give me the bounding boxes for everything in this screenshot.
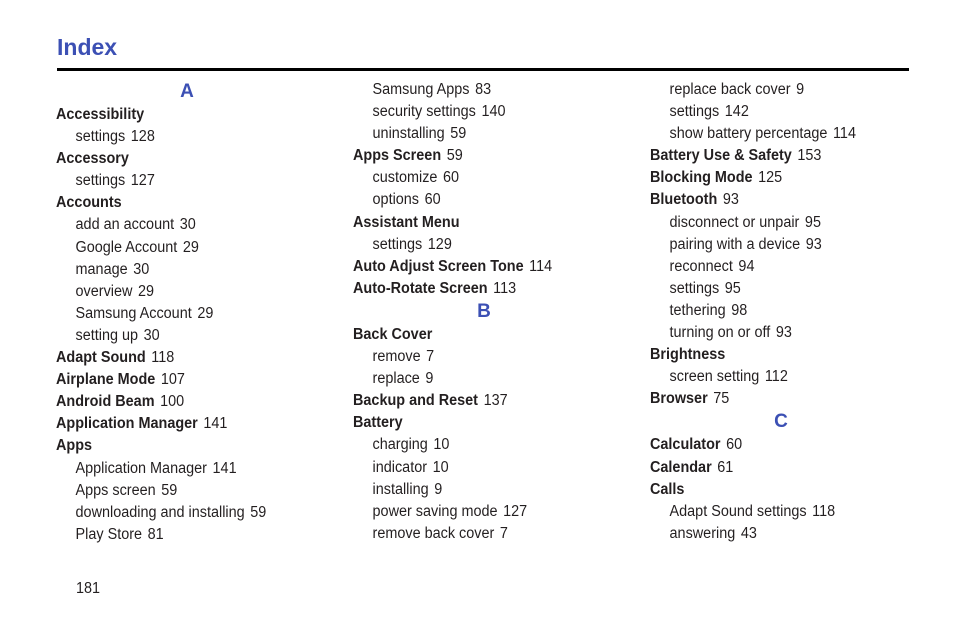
index-subentry xyxy=(650,79,901,101)
index-page-ref[interactable]: 114 xyxy=(832,125,856,143)
index-subentry xyxy=(56,237,307,259)
index-page-ref[interactable]: 98 xyxy=(731,301,748,319)
index-page-ref[interactable]: 118 xyxy=(151,349,175,367)
index-term: Assistant Menu xyxy=(353,213,460,231)
index-term: Accessory xyxy=(56,150,129,168)
index-term: Backup and Reset xyxy=(353,392,478,410)
index-term: reconnect xyxy=(669,257,733,275)
index-subentry xyxy=(353,189,604,211)
index-subentry xyxy=(353,434,604,456)
index-page-ref[interactable]: 30 xyxy=(143,326,160,344)
index-term: manage xyxy=(75,260,128,278)
index-page-ref[interactable]: 30 xyxy=(179,216,196,234)
index-page-ref[interactable]: 95 xyxy=(804,213,821,231)
index-subentry xyxy=(56,126,307,148)
index-page-ref[interactable]: 61 xyxy=(717,458,734,476)
index-entry xyxy=(353,278,604,300)
index-term: Accessibility xyxy=(56,106,145,123)
index-term: add an account xyxy=(75,216,175,234)
index-column-1 xyxy=(56,80,326,546)
index-letter-heading: B xyxy=(477,300,491,322)
index-page-ref[interactable]: 127 xyxy=(130,172,155,190)
index-term: tethering xyxy=(669,301,726,319)
index-term: Apps screen xyxy=(75,481,156,499)
index-page-ref[interactable]: 81 xyxy=(147,525,164,543)
index-subentry xyxy=(353,346,604,368)
index-subentry xyxy=(353,167,604,189)
index-entry xyxy=(353,256,604,278)
index-subentry xyxy=(353,523,604,545)
index-term: pairing with a device xyxy=(669,235,801,253)
index-column-3 xyxy=(650,79,920,545)
index-subentry xyxy=(650,256,901,278)
index-subentry xyxy=(650,366,901,388)
index-term: settings xyxy=(669,103,720,121)
index-subentry xyxy=(353,234,604,256)
index-page-ref[interactable]: 9 xyxy=(425,370,434,388)
index-term: Back Cover xyxy=(353,325,433,343)
index-term: settings xyxy=(372,235,423,253)
index-subentry xyxy=(650,234,901,256)
index-entry xyxy=(56,435,307,457)
page-number: 181 xyxy=(76,580,101,597)
index-page-ref[interactable]: 140 xyxy=(481,103,506,121)
index-column-2 xyxy=(353,79,623,545)
index-page-ref[interactable]: 93 xyxy=(722,191,739,209)
index-term: Calendar xyxy=(650,458,712,476)
title-rule xyxy=(57,68,909,71)
index-term: settings xyxy=(75,172,126,190)
index-subentry xyxy=(650,123,901,145)
index-letter-heading: A xyxy=(180,81,194,102)
index-page-ref[interactable]: 127 xyxy=(503,502,528,520)
index-term: Auto-Rotate Screen xyxy=(353,279,488,297)
index-term: replace back cover xyxy=(669,81,791,98)
index-term: Apps Screen xyxy=(353,147,442,165)
index-term: Battery Use & Safety xyxy=(650,147,792,165)
index-entry xyxy=(650,344,901,366)
index-page-ref[interactable]: 10 xyxy=(432,458,449,476)
index-entry xyxy=(650,167,901,189)
index-entry xyxy=(353,324,604,346)
index-subentry xyxy=(650,101,901,123)
index-term: settings xyxy=(669,279,720,297)
index-term: turning on or off xyxy=(669,324,771,342)
index-page-ref[interactable]: 7 xyxy=(499,524,508,542)
index-subentry xyxy=(353,479,604,501)
index-term: security settings xyxy=(372,103,476,121)
index-page-ref[interactable]: 93 xyxy=(805,235,822,253)
index-subentry xyxy=(56,524,307,546)
index-page-ref[interactable]: 137 xyxy=(483,392,508,410)
index-entry xyxy=(650,189,901,211)
index-subentry xyxy=(650,278,901,300)
index-entry xyxy=(56,391,307,413)
index-page-ref[interactable]: 60 xyxy=(726,436,743,454)
index-subentry xyxy=(56,214,307,236)
index-term: Google Account xyxy=(75,238,178,256)
index-page-ref[interactable]: 95 xyxy=(724,279,741,297)
index-page-ref[interactable]: 30 xyxy=(133,260,150,278)
index-subentry xyxy=(353,123,604,145)
index-entry xyxy=(56,369,307,391)
index-term: Adapt Sound xyxy=(56,349,146,367)
index-entry xyxy=(650,457,901,479)
index-term: Brightness xyxy=(650,346,726,364)
index-subentry xyxy=(353,501,604,523)
index-page-ref[interactable]: 9 xyxy=(434,480,443,498)
index-page-ref[interactable]: 153 xyxy=(797,147,822,165)
index-entry xyxy=(353,412,604,434)
index-term: Browser xyxy=(650,390,708,408)
index-term: Application Manager xyxy=(75,459,207,477)
index-page-ref[interactable]: 114 xyxy=(529,257,553,275)
index-page-ref[interactable]: 94 xyxy=(738,257,755,275)
page-title: Index xyxy=(57,34,118,60)
index-page-ref[interactable]: 142 xyxy=(724,103,749,121)
index-subentry xyxy=(56,325,307,347)
index-page-ref[interactable]: 128 xyxy=(130,128,155,146)
index-subentry xyxy=(56,170,307,192)
index-term: remove back cover xyxy=(372,524,495,542)
index-page-ref[interactable]: 29 xyxy=(182,238,199,256)
index-page-ref[interactable]: 112 xyxy=(764,368,788,386)
index-entry xyxy=(650,145,901,167)
index-term: options xyxy=(372,191,420,209)
index-entry xyxy=(56,192,307,214)
index-term: downloading and installing xyxy=(75,503,245,521)
index-subentry xyxy=(353,368,604,390)
index-term: answering xyxy=(669,524,736,542)
index-subentry xyxy=(56,281,307,303)
index-term: Application Manager xyxy=(56,415,198,433)
index-term: installing xyxy=(372,480,429,498)
index-term: Android Beam xyxy=(56,393,155,411)
index-page-ref[interactable]: 59 xyxy=(446,147,463,165)
index-term: customize xyxy=(372,169,438,187)
index-entry xyxy=(56,347,307,369)
index-term: Auto Adjust Screen Tone xyxy=(353,257,524,275)
index-subentry xyxy=(650,212,901,234)
index-page-ref[interactable]: 7 xyxy=(426,348,435,366)
index-entry xyxy=(353,145,604,167)
index-subentry xyxy=(650,322,901,344)
index-page-ref[interactable]: 59 xyxy=(250,503,267,521)
index-term: Samsung Apps xyxy=(372,81,470,98)
index-term: Calls xyxy=(650,480,685,498)
index-entry xyxy=(650,388,901,410)
index-page-ref[interactable]: 10 xyxy=(433,436,450,454)
index-term: Airplane Mode xyxy=(56,371,156,389)
index-term: settings xyxy=(75,128,126,146)
index-term: Calculator xyxy=(650,436,721,454)
index-entry xyxy=(650,479,901,501)
index-page-ref[interactable]: 59 xyxy=(161,481,178,499)
index-term: power saving mode xyxy=(372,502,498,520)
index-page-ref[interactable]: 59 xyxy=(450,125,467,143)
index-term: remove xyxy=(372,348,421,366)
index-term: charging xyxy=(372,436,428,454)
index-page-ref[interactable]: 118 xyxy=(812,502,836,520)
index-term: Accounts xyxy=(56,194,122,212)
index-term: setting up xyxy=(75,326,139,344)
index-term: Battery xyxy=(353,414,403,432)
index-entry xyxy=(56,413,307,435)
index-term: uninstalling xyxy=(372,125,445,143)
index-entry xyxy=(353,212,604,234)
index-page-ref[interactable]: 100 xyxy=(160,393,185,411)
index-page-ref[interactable]: 129 xyxy=(427,235,452,253)
index-page-ref[interactable]: 113 xyxy=(493,279,517,297)
index-term: indicator xyxy=(372,458,428,476)
index-term: Samsung Account xyxy=(75,304,192,322)
index-subentry xyxy=(353,457,604,479)
index-page-ref[interactable]: 43 xyxy=(740,524,757,542)
index-page-ref[interactable]: 93 xyxy=(775,324,792,342)
index-entry xyxy=(56,148,307,170)
index-subentry xyxy=(56,458,307,480)
index-subentry xyxy=(56,480,307,502)
index-page-ref[interactable]: 60 xyxy=(443,169,460,187)
index-subentry xyxy=(56,502,307,524)
index-page-ref[interactable]: 83 xyxy=(475,81,492,98)
index-subentry xyxy=(650,300,901,322)
index-subentry xyxy=(650,501,901,523)
index-entry xyxy=(56,104,307,126)
index-term: disconnect or unpair xyxy=(669,213,800,231)
index-page-ref[interactable]: 125 xyxy=(758,169,783,187)
index-term: overview xyxy=(75,282,133,300)
index-page-ref[interactable]: 141 xyxy=(212,459,237,477)
index-term: Blocking Mode xyxy=(650,169,753,187)
index-term: show battery percentage xyxy=(669,125,828,143)
index-page-ref[interactable]: 29 xyxy=(137,282,155,300)
index-page-ref[interactable]: 9 xyxy=(796,81,805,98)
index-subentry xyxy=(56,303,307,325)
index-page-ref[interactable]: 60 xyxy=(424,191,441,209)
index-term: screen setting xyxy=(669,368,760,386)
index-term: Bluetooth xyxy=(650,191,718,209)
index-term: Adapt Sound settings xyxy=(669,502,807,520)
index-page-ref[interactable]: 107 xyxy=(160,371,185,389)
index-subentry xyxy=(353,79,604,101)
index-entry xyxy=(650,434,901,456)
index-subentry xyxy=(56,259,307,281)
index-term: Apps xyxy=(56,437,93,455)
index-term: replace xyxy=(372,370,420,388)
index-term: Play Store xyxy=(75,525,143,543)
index-entry xyxy=(353,390,604,412)
index-subentry xyxy=(353,101,604,123)
index-letter-heading: C xyxy=(774,411,788,433)
index-subentry xyxy=(650,523,901,545)
index-page-ref[interactable]: 141 xyxy=(203,415,228,433)
index-page-ref[interactable]: 75 xyxy=(713,390,730,408)
index-page-ref[interactable]: 29 xyxy=(197,304,214,322)
